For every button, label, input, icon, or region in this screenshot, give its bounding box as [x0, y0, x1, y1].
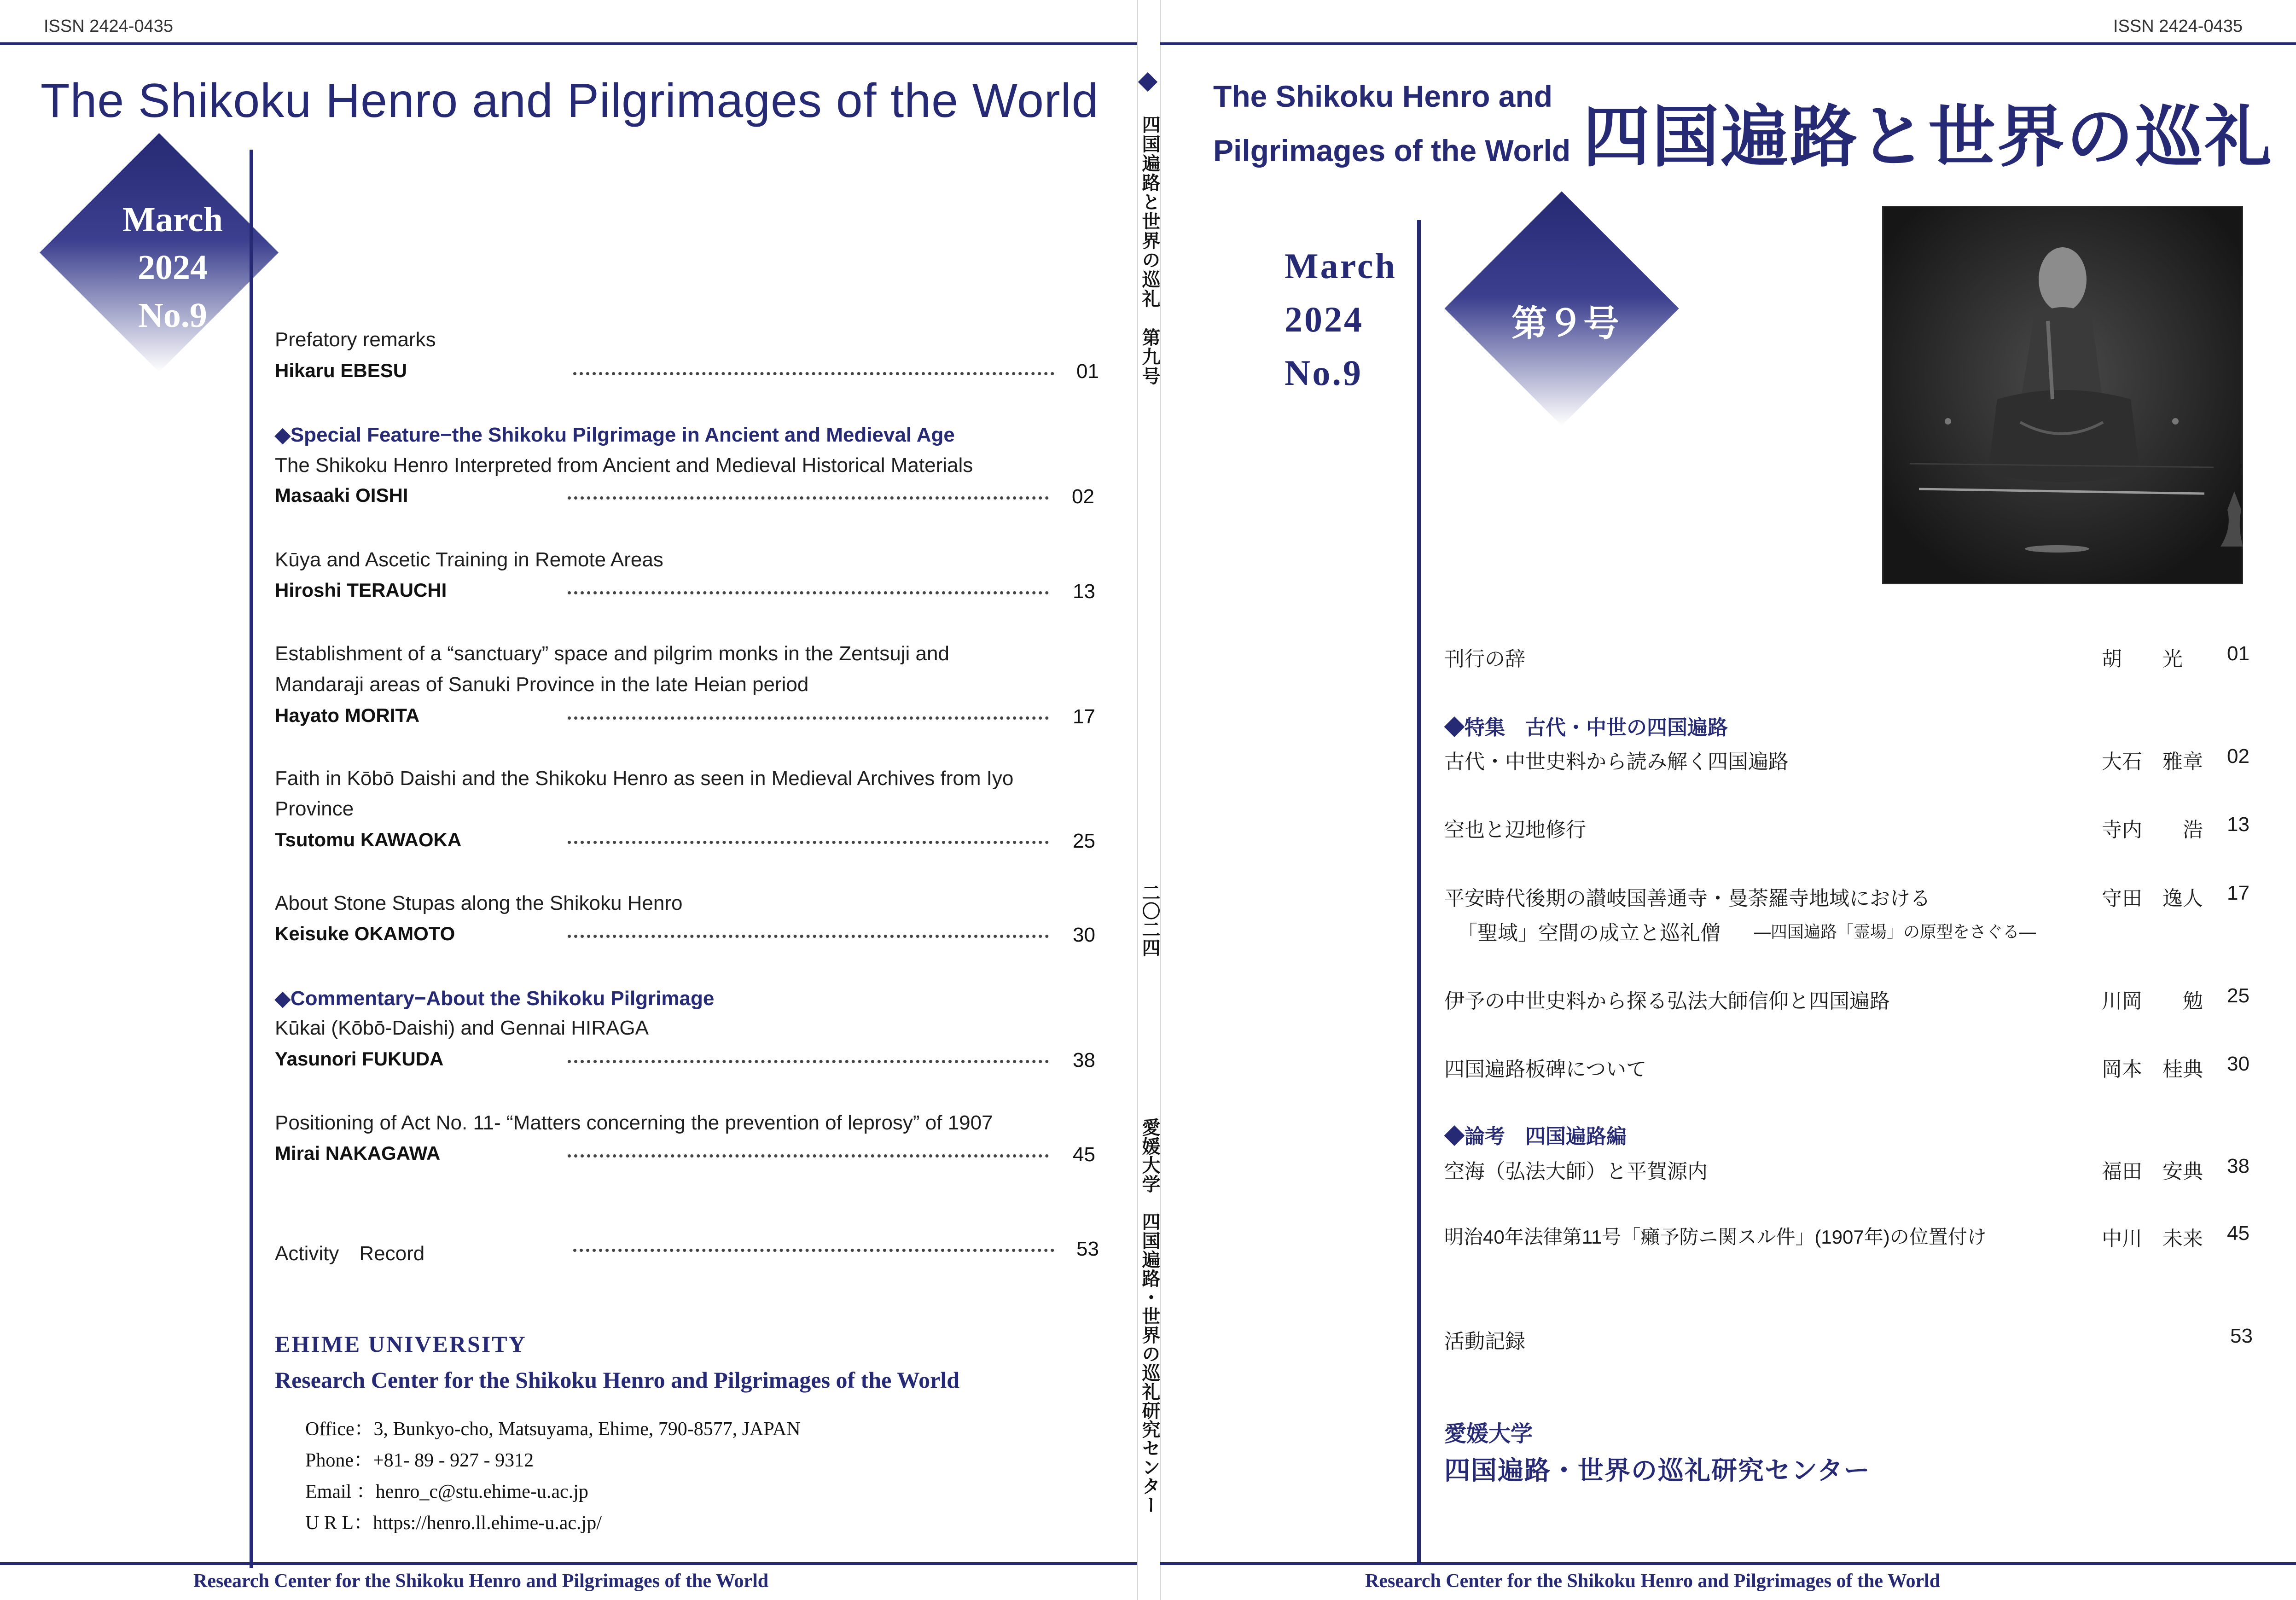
toc-item-page: 53: [2230, 1325, 2253, 1347]
spine-year: 二〇二四: [1139, 883, 1160, 957]
toc-item-title: The Shikoku Henro Interpreted from Ancient and Medieval Historical Materials: [275, 454, 973, 477]
toc-item-page: 25: [2227, 984, 2249, 1007]
issue-badge-text: 第９号: [1511, 303, 1619, 343]
front-title-en-line2: Pilgrimages of the World: [1213, 134, 1571, 168]
front-title-jp: 四国遍路と世界の巡礼: [1583, 99, 2273, 175]
toc-leader: [568, 716, 1049, 720]
front-footer: Research Center for the Shikoku Henro and Pilgrimages of the World: [1365, 1571, 1941, 1592]
toc-item-title: 活動記録: [1444, 1330, 1525, 1353]
toc-section-heading: ◆Commentary−About the Shikoku Pilgrimage: [275, 987, 715, 1010]
issn-right: ISSN 2424-0435: [2113, 17, 2243, 36]
portrait-painting: [1882, 206, 2243, 584]
back-university: EHIME UNIVERSITY: [275, 1331, 527, 1357]
badge-number: No.9: [138, 296, 207, 335]
toc-item-title: 空海（弘法大師）と平賀源内: [1444, 1160, 1708, 1183]
toc-item-author: Tsutomu KAWAOKA: [275, 829, 462, 850]
toc-item-author: Hiroshi TERAUCHI: [275, 579, 447, 601]
toc-item-page: 02: [2227, 745, 2249, 768]
toc-item-page: 01: [2227, 642, 2249, 665]
toc-section-heading: ◆論考 四国遍路編: [1444, 1125, 1627, 1148]
toc-leader: [573, 372, 1054, 375]
back-footer: Research Center for the Shikoku Henro and Pilgrimages of the World: [193, 1571, 769, 1592]
date-badge-text: [104, 196, 242, 339]
toc-item-title-cont: Mandaraji areas of Sanuki Province in the late Heian period: [275, 673, 809, 696]
toc-item-title: Kūya and Ascetic Training in Remote Areas: [275, 548, 663, 571]
contact-email: Email ：henro_c@stu.ehime-u.ac.jp: [305, 1481, 588, 1502]
front-date-number: No.9: [1285, 353, 1363, 393]
toc-item-page: 30: [1073, 924, 1095, 946]
front-title-en: [1213, 69, 1570, 178]
toc-leader: [568, 935, 1049, 938]
toc-item-title: Prefatory remarks: [275, 328, 436, 351]
toc-leader: [568, 496, 1049, 500]
toc-item-author: Yasunori FUKUDA: [275, 1048, 444, 1070]
contact-phone: Phone：+81- 89 - 927 - 9312: [305, 1450, 534, 1471]
toc-leader: [573, 1249, 1054, 1252]
badge-month: March: [122, 200, 223, 239]
back-title: The Shikoku Henro and Pilgrimages of the World: [41, 74, 1099, 128]
toc-item-author: 寺内 浩: [2102, 819, 2203, 841]
toc-item-title-cont: Province: [275, 797, 354, 820]
top-rule-left: [0, 42, 1137, 45]
toc-section-heading: ◆特集 古代・中世の四国遍路: [1444, 716, 1728, 739]
toc-item-title: 古代・中世史料から読み解く四国遍路: [1444, 751, 1789, 773]
front-university: 愛媛大学: [1444, 1422, 1533, 1446]
front-title-en-line1: The Shikoku Henro and: [1213, 79, 1553, 113]
toc-item-page: 53: [1076, 1238, 1099, 1260]
spine-title: 四国遍路と世界の巡礼 第九号: [1139, 115, 1160, 386]
toc-item-title: Kūkai (Kōbō-Daishi) and Gennai HIRAGA: [275, 1017, 649, 1039]
toc-item-title: About Stone Stupas along the Shikoku Henro: [275, 892, 683, 914]
toc-item-page: 30: [2227, 1053, 2249, 1075]
toc-item-page: 13: [1073, 580, 1095, 603]
toc-item-page: 45: [2227, 1222, 2249, 1245]
toc-item-author: 中川 未来: [2102, 1228, 2203, 1250]
toc-item-page: 13: [2227, 813, 2249, 836]
toc-item-title: 平安時代後期の讃岐国善通寺・曼荼羅寺地域における: [1444, 887, 1930, 910]
toc-item-page: 17: [2227, 882, 2249, 904]
toc-item-title: 明治40年法律第11号「癩予防ニ関スル件」(1907年)の位置付け: [1444, 1226, 1987, 1248]
toc-item-title: Establishment of a “sanctuary” space and pilgrim monks in the Zentsuji and: [275, 642, 949, 665]
issn-left: ISSN 2424-0435: [44, 17, 173, 36]
front-date-month: March: [1285, 246, 1397, 286]
toc-item-author: Keisuke OKAMOTO: [275, 923, 455, 944]
vertical-rule-right: [1417, 220, 1421, 1564]
portrait-image: [1882, 206, 2243, 584]
toc-item-author: 守田 逸人: [2102, 887, 2203, 910]
toc-item-title: 四国遍路板碑について: [1444, 1058, 1647, 1081]
toc-item-author: Mirai NAKAGAWA: [275, 1142, 441, 1164]
spine-diamond-icon: [1138, 72, 1157, 92]
toc-item-page: 38: [2227, 1155, 2249, 1177]
front-date: [1285, 239, 1397, 400]
vertical-rule-left: [250, 150, 253, 1568]
toc-item-author: 福田 安典: [2102, 1160, 2203, 1183]
toc-item-title: Faith in Kōbō Daishi and the Shikoku Henro as seen in Medieval Archives from Iyo: [275, 767, 1014, 790]
toc-item-author: Hayato MORITA: [275, 704, 420, 726]
contact-office: Office：3, Bunkyo-cho, Matsuyama, Ehime, 790-8577, JAPAN: [305, 1419, 801, 1440]
spine-publisher: 愛媛大学 四国遍路・世界の巡礼研究センター: [1139, 1118, 1160, 1514]
toc-item-author: 川岡 勉: [2102, 990, 2203, 1012]
toc-item-author: Masaaki OISHI: [275, 484, 408, 506]
bottom-rule-left: [0, 1562, 1137, 1565]
top-rule-right: [1160, 42, 2296, 45]
toc-item-title: Positioning of Act No. 11- “Matters concerning the prevention of leprosy” of 1907: [275, 1111, 993, 1134]
toc-item-page: 25: [1073, 830, 1095, 852]
toc-leader: [568, 1154, 1049, 1158]
toc-item-title: Activity Record: [275, 1242, 425, 1265]
toc-item-title-cont: 「聖域」空間の成立と巡礼僧: [1457, 922, 1721, 944]
toc-item-page: 01: [1076, 360, 1099, 383]
toc-item-author: 大石 雅章: [2102, 751, 2203, 773]
toc-section-heading: ◆Special Feature−the Shikoku Pilgrimage in Ancient and Medieval Age: [275, 424, 955, 446]
toc-item-title: 空也と辺地修行: [1444, 819, 1586, 841]
toc-item-page: 38: [1073, 1049, 1095, 1071]
front-date-year: 2024: [1285, 299, 1364, 339]
toc-leader: [568, 841, 1049, 844]
toc-item-subtitle: ―四国遍路「霊場」の原型をさぐる―: [1754, 922, 2036, 941]
toc-item-title: 刊行の辞: [1444, 648, 1525, 670]
bottom-rule-right: [1160, 1562, 2296, 1565]
toc-leader: [568, 1060, 1049, 1063]
toc-leader: [568, 591, 1049, 594]
toc-item-author: Hikaru EBESU: [275, 360, 407, 381]
toc-item-author: 岡本 桂典: [2102, 1058, 2203, 1081]
toc-item-page: 02: [1072, 485, 1094, 508]
contact-url: U R L：https://henro.ll.ehime-u.ac.jp/: [305, 1513, 602, 1534]
badge-year: 2024: [138, 248, 208, 287]
toc-item-page: 17: [1073, 705, 1095, 728]
toc-item-page: 45: [1073, 1143, 1095, 1166]
back-center-name: Research Center for the Shikoku Henro and Pilgrimages of the World: [275, 1367, 960, 1393]
toc-item-author: 胡 光: [2102, 648, 2183, 670]
toc-item-title: 伊予の中世史料から探る弘法大師信仰と四国遍路: [1444, 990, 1890, 1012]
front-center-name: 四国遍路・世界の巡礼研究センター: [1444, 1457, 1871, 1485]
